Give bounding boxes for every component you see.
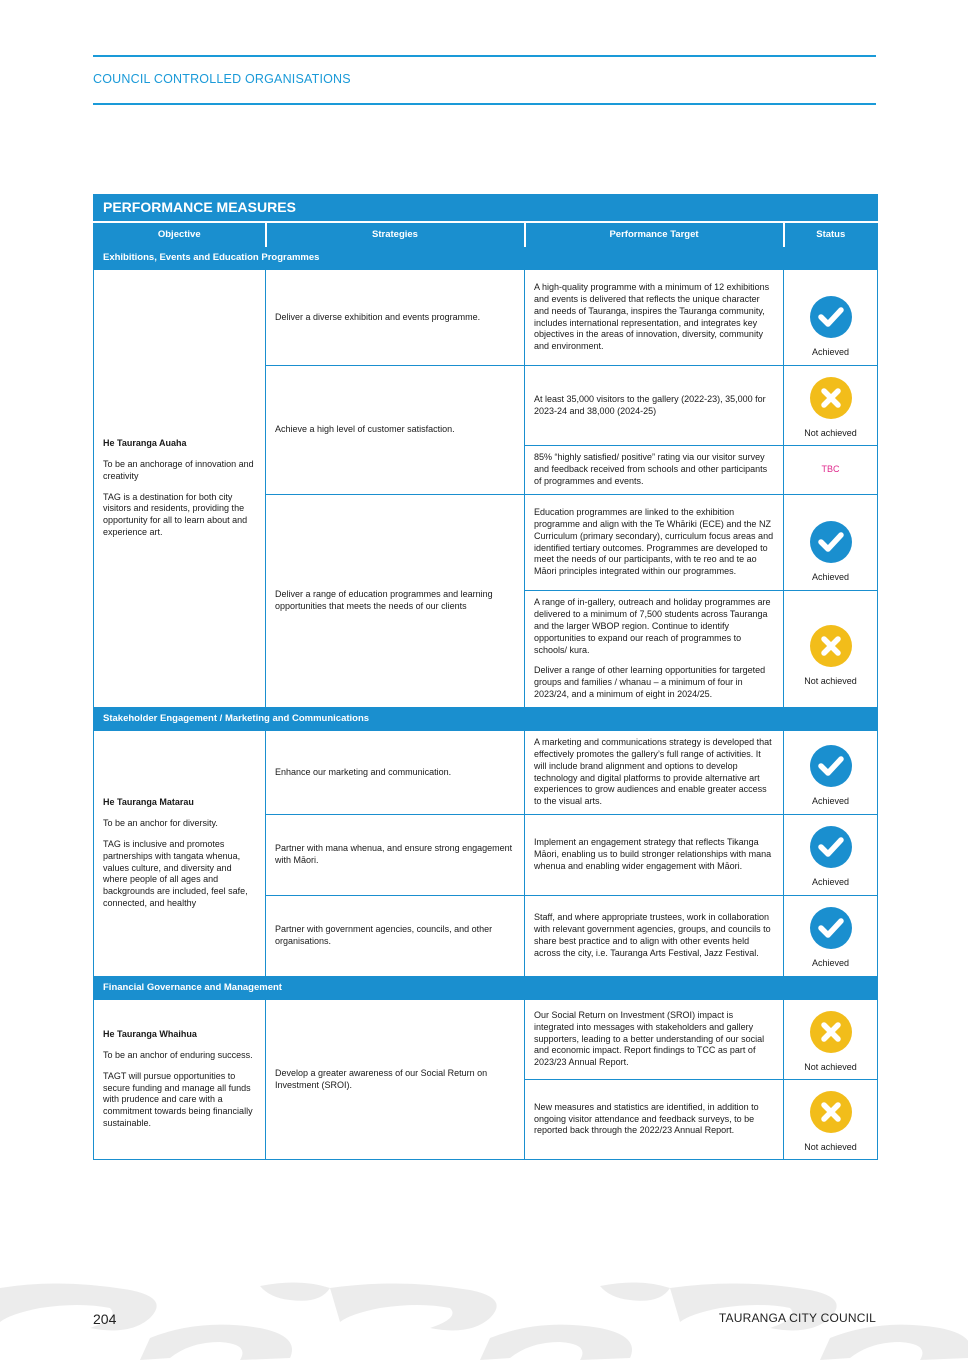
strategy-cell: Deliver a range of education programmes and learning opportunities that meets the needs of our clients [266,495,525,708]
status-cell [784,591,878,708]
x-circle-icon [788,1090,873,1138]
strategy-cell: Achieve a high level of customer satisfaction. [266,366,525,495]
target-cell [525,1000,784,1080]
target-text: Education programmes are linked to the exhibition programme and align with the Te Whāriki (ECE) and the NZ Curriculum (primary secondary), curriculum focus areas and identified tertiary outcomes. Programmes are developed to meet the needs of our participants, with te reo and te ao Māori principles integrated within our programmes. [534,507,774,577]
column-header-strategies: Strategies [266,222,525,247]
objective-name: He Tauranga Auaha [103,438,187,449]
target-cell [525,366,784,446]
target-text: Implement an engagement strategy that reflects Tikanga Māori, enabling us to build stronger relationships with mana whenua and enabling wider engagement with Māori. [534,837,772,871]
objective-text: TAG is inclusive and promotes partnerships with tangata whenua, values culture, and diversity and where people of all ages and backgrounds are included, feel safe, connected, and healthy [103,838,248,908]
status-label: Achieved [812,572,850,583]
strategy-cell: Enhance our marketing and communication. [266,731,525,815]
strategy-cell: Develop a greater awareness of our Social Return on Investment (SROI). [266,1000,525,1160]
performance-measures-table [93,194,878,1160]
top-rule [93,55,876,57]
status-label: Achieved [812,796,850,807]
strategy-cell: Partner with mana whenua, and ensure strong engagement with Māori. [266,815,525,896]
target-cell [525,495,784,591]
strategy-cell: Partner with government agencies, councils, and other organisations. [266,896,525,977]
target-text: A marketing and communications strategy is developed that effectively promotes the gallery’s full range of activities. It will include brand alignment and options to develop technology and digital platforms to provide alternative art experiences to grow audiences and enable greater access to the visual arts. [534,737,772,807]
target-text: A range of in-gallery, outreach and holiday programmes are delivered to a minimum of 7,500 students across Tauranga and the larger WBOP region. Continue to identify opportunities to expand our reach of programmes to schools/ kura. [534,597,771,655]
objective-text: TAGT will pursue opportunities to secure funding and manage all funds with prudence and care with a commitment towards being financially sustainable. [103,1070,253,1128]
objective-cell [94,731,266,977]
target-cell [525,731,784,815]
status-cell [784,1000,878,1080]
status-label: Achieved [812,877,850,888]
target-cell [525,1080,784,1160]
target-text: 85% “highly satisfied/ positive” rating via our visitor survey and feedback received from schools and other participants of programmes and events. [534,452,768,486]
status-label-tbc: TBC [821,464,840,475]
strategy-cell: Deliver a diverse exhibition and events programme. [266,270,525,366]
header-rule [93,103,876,105]
check-circle-icon [788,825,873,873]
status-cell [784,1080,878,1160]
target-cell [525,446,784,495]
x-circle-icon [788,1010,873,1058]
table-row [94,270,878,366]
target-text: At least 35,000 visitors to the gallery (2022-23), 35,000 for 2023-24 and 38,000 (2024-25) [534,393,766,416]
check-circle-icon [788,744,873,792]
objective-text: To be an anchorage of innovation and creativity [103,459,254,481]
page-number: 204 [93,1311,117,1327]
status-cell [784,815,878,896]
target-cell [525,896,784,977]
status-label: Not achieved [804,428,857,439]
status-label: Not achieved [804,1142,857,1153]
status-label: Not achieved [804,676,857,686]
column-header-performance-target: Performance Target [525,222,784,247]
objective-name: He Tauranga Whaihua [103,1029,197,1040]
status-cell [784,495,878,591]
target-text: New measures and statistics are identified, in addition to ongoing visitor attendance and feedback surveys, to be reported back through the 2022/23 Annual Report. [534,1101,759,1136]
section-title: COUNCIL CONTROLLED ORGANISATIONS [93,72,351,86]
table-row [94,731,878,815]
target-cell [525,815,784,896]
status-label: Achieved [812,958,850,969]
objective-cell [94,270,266,708]
x-circle-icon [788,376,873,424]
target-text: Staff, and where appropriate trustees, work in collaboration with relevant government agencies, groups, and councils to share best practice and to align with other events held across the city, i.e. Tauranga Arts Festival, Jazz Festival. [534,912,771,958]
group-header: Financial Governance and Management [94,977,878,1000]
status-cell [784,896,878,977]
target-cell [525,270,784,366]
objective-text: To be an anchor for diversity. [103,818,218,829]
column-header-status: Status [784,222,878,247]
check-circle-icon [788,295,873,343]
check-circle-icon [788,520,873,568]
status-cell [784,366,878,446]
x-circle-icon [788,624,873,672]
status-label: Achieved [812,347,850,358]
column-header-objective: Objective [94,222,266,247]
target-text: Deliver a range of other learning opportunities for targeted groups and families / whanau – a minimum of four in 2023/24, and a minimum of eight in 2024/25. [534,665,766,699]
status-label: Not achieved [804,1062,857,1073]
objective-cell [94,1000,266,1160]
target-cell [525,591,784,708]
status-cell [784,446,878,495]
target-text: A high-quality programme with a minimum of 12 exhibitions and events is delivered that reflects the unique character and needs of Tauranga, inspires the Tauranga community, includes international representation, and integrates key objectives in the areas of innovation, diversity, community and environment. [534,282,770,352]
target-text: Our Social Return on Investment (SROI) impact is integrated into messages with stakeholders and gallery supporters, leading to a better understanding of our social and economic impact. Report findings to TCC as part of 2023/23 Annual Report. [534,1010,765,1068]
status-cell [784,270,878,366]
group-header: Exhibitions, Events and Education Programmes [94,247,878,270]
objective-text: TAG is a destination for both city visitors and residents, providing the opportunity for all to learn about and experience art. [103,491,248,537]
council-name: TAURANGA CITY COUNCIL [718,1311,876,1325]
check-circle-icon [788,906,873,954]
table-row [94,1000,878,1080]
objective-text: To be an anchor of enduring success. [103,1050,253,1060]
status-cell [784,731,878,815]
objective-name: He Tauranga Matarau [103,797,194,808]
group-header: Stakeholder Engagement / Marketing and Communications [94,708,878,731]
table-title: PERFORMANCE MEASURES [94,195,878,223]
